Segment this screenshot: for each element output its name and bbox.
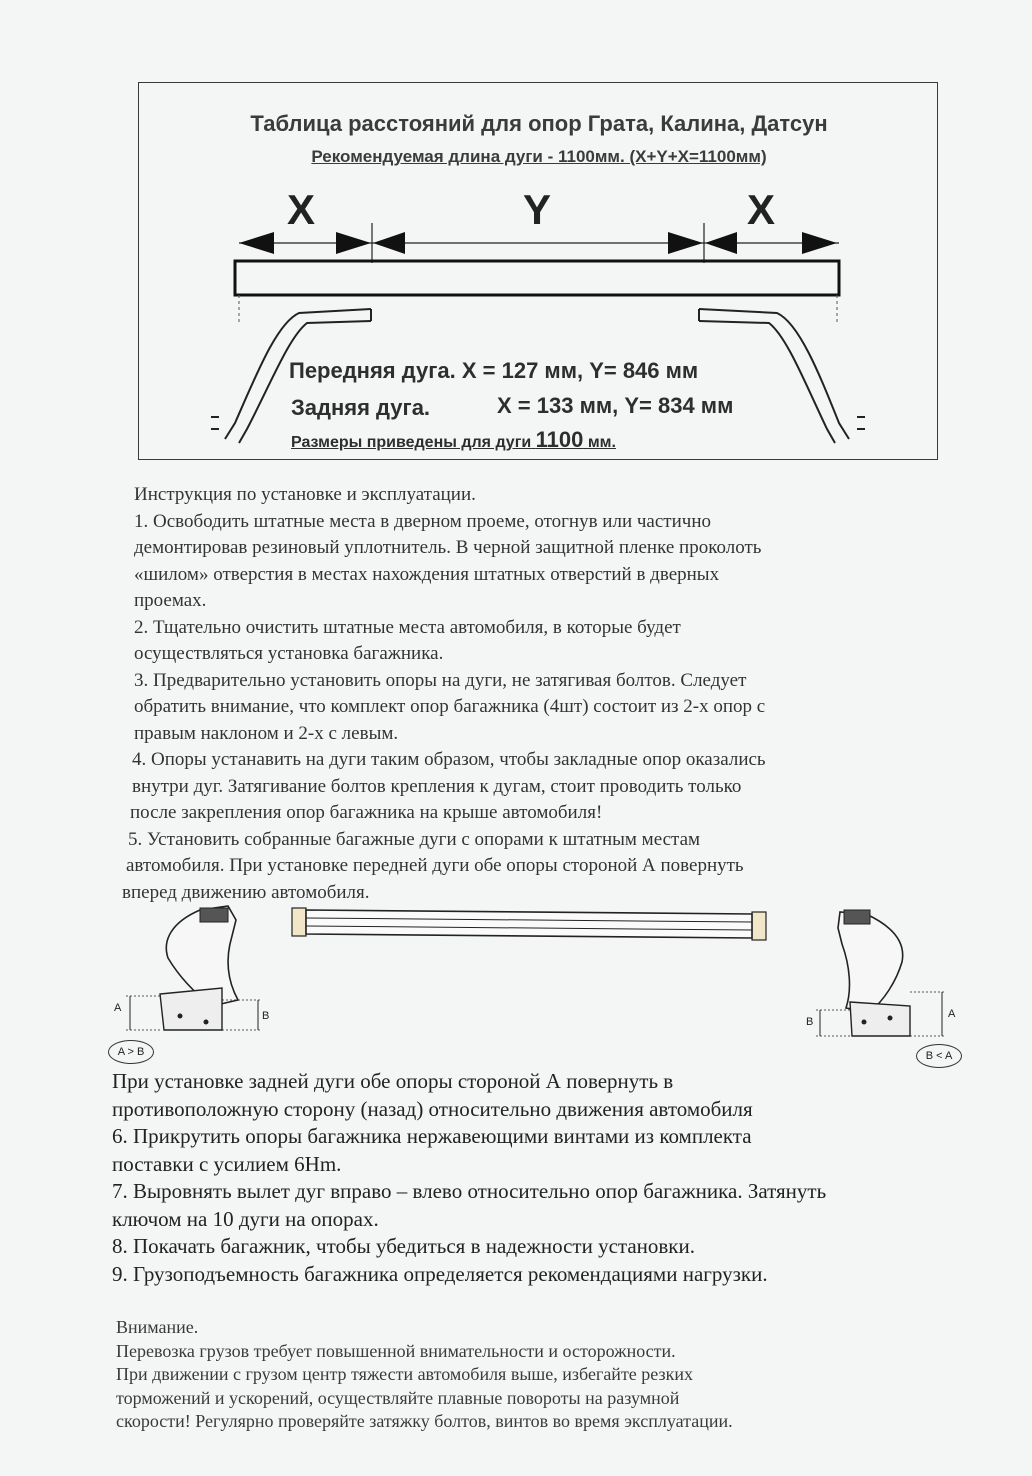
instruction-line: Инструкция по установке и эксплуатации. [134,484,476,505]
warning-line: торможений и ускорений, осуществляйте плавные повороты на разумной [116,1387,680,1408]
instruction-line: «шилом» отверстия в местах нахождения штатных отверстий в дверных [134,563,720,585]
crossbar-drawing [292,908,766,940]
instruction-line: 3. Предварительно установить опоры на дуги, не затягивая болтов. Следует [134,669,747,691]
warning-section [116,1316,996,1434]
left-side-b-label: B [262,1010,270,1022]
instructions-top [118,482,978,906]
table-title: Таблица расстояний для опор Грата, Калина, Датсун [250,111,828,136]
instruction-line: 7. Выровнять вылет дуг вправо – влево относительно опор багажника. Затянуть [112,1179,827,1203]
right-support-drawing [816,910,946,1036]
dim-label-x-right: X [747,186,776,233]
instruction-line: 2. Тщательно очистить штатные места автомобиля, в которые будет [134,616,681,638]
instruction-line: ключом на 10 дуги на опорах. [112,1206,379,1231]
right-side-b-label: B [806,1016,814,1028]
instruction-line: осуществляться установка багажника. [134,643,444,664]
rear-bar-label: Задняя дуга. [291,395,431,420]
dim-label-y: Y [523,186,552,233]
warning-line: скорости! Регулярно проверяйте затяжку болтов, винтов во время эксплуатации. [116,1411,733,1431]
right-side-a-label: A [948,1008,956,1020]
instruction-line: внутри дуг. Затягивание болтов крепления к дугам, стоит проводить только [132,775,742,797]
instruction-line: правым наклоном и 2-х с левым. [134,722,399,744]
instruction-line: противоположную сторону (назад) относительно движения автомобиля [112,1096,753,1121]
left-support-drawing [126,906,262,1030]
dim-label-x-left: X [287,186,316,233]
size-note-text: Размеры приведены для дуги [291,434,532,451]
right-badge: B < A [916,1044,962,1068]
table-subtitle: Рекомендуемая длина дуги - 1100мм. (X+Y+X=1100мм) [311,147,767,166]
instruction-line: 8. Покачать багажник, чтобы убедиться в надежности установки. [112,1234,695,1258]
left-badge: A > B [108,1040,154,1064]
rear-bar-values: X = 133 мм, Y= 834 мм [497,393,734,418]
size-note-value: 1100 [535,427,584,452]
instruction-line: 1. Освободить штатные места в дверном проеме, отогнув или частично [134,510,711,532]
instruction-line: проемах. [134,590,207,611]
instruction-line: При установке задней дуги обе опоры стороной А повернуть в [112,1069,674,1093]
instruction-line: 4. Опоры устанавить на дуги таким образом, чтобы закладные опор оказались [132,749,766,770]
warning-line: Перевозка грузов требует повышенной внимательности и осторожности. [116,1340,676,1361]
instructions-bottom [112,1068,992,1288]
warning-heading: Внимание. [116,1317,199,1337]
instruction-line: вперед движению автомобиля. [122,881,370,903]
instruction-line: обратить внимание, что комплект опор багажника (4шт) состоит из 2-х опор с [134,696,766,717]
instruction-line: поставки с усилием 6Hm. [112,1151,342,1176]
instruction-line: демонтировав резиновый уплотнитель. В черной защитной пленке проколоть [134,537,762,558]
size-note [291,427,616,453]
instruction-line: 5. Установить собранные багажные дуги с опорами к штатным местам [128,828,701,850]
size-note-unit: мм. [587,434,616,451]
front-bar-spec: Передняя дуга. X = 127 мм, Y= 846 мм [289,358,699,383]
warning-line: При движении с грузом центр тяжести автомобиля выше, избегайте резких [116,1364,693,1384]
instruction-line: 9. Грузоподъемность багажника определяется рекомендациями нагрузки. [112,1261,768,1286]
support-mount-figure [0,896,1032,1076]
instruction-line: 6. Прикрутить опоры багажника нержавеющими винтами из комплекта [112,1124,752,1148]
left-side-a-label: A [114,1002,122,1014]
instruction-line: после закрепления опор багажника на крыше автомобиля! [130,802,603,823]
distance-table [138,82,938,460]
instruction-line: автомобиля. При установке передней дуги обе опоры стороной А повернуть [126,855,744,876]
